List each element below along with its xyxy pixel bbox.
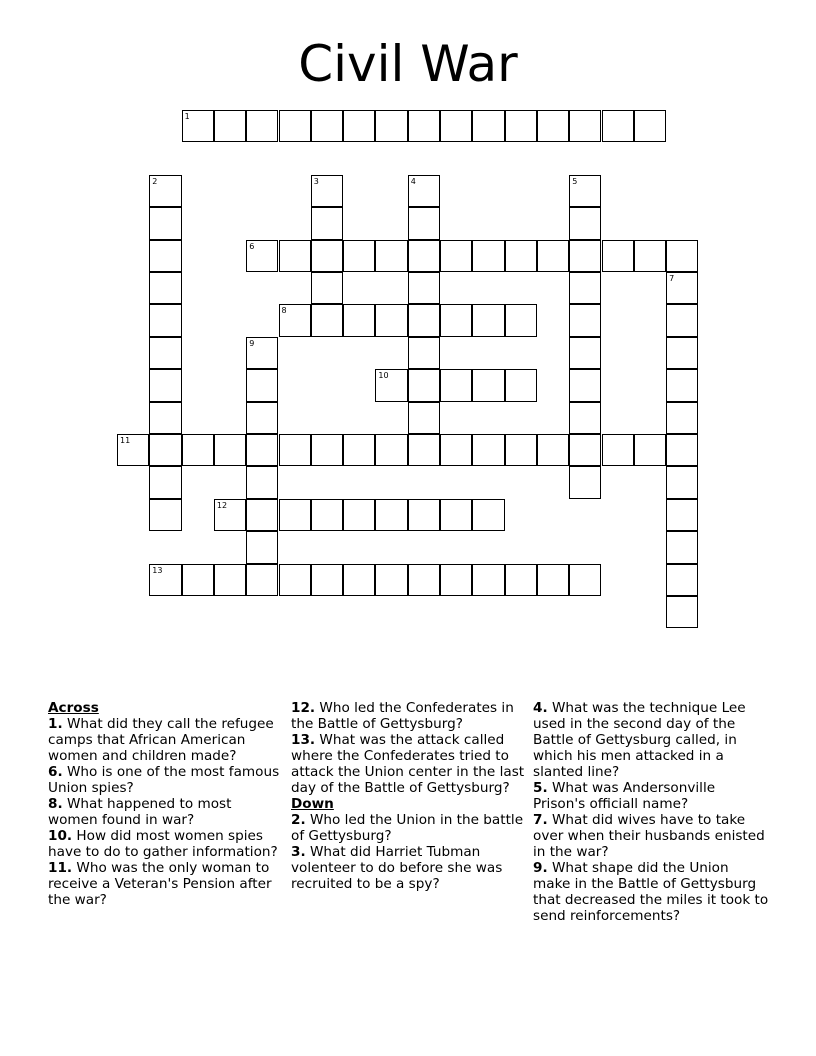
grid-cell[interactable]	[602, 110, 634, 142]
cell-number: 1	[184, 112, 190, 121]
grid-cell[interactable]	[246, 466, 278, 498]
grid-cell[interactable]	[537, 110, 569, 142]
grid-cell[interactable]	[569, 564, 601, 596]
grid-cell[interactable]	[472, 564, 504, 596]
grid-cell[interactable]	[343, 564, 375, 596]
grid-cell[interactable]	[311, 434, 343, 466]
grid-cell[interactable]	[182, 110, 214, 142]
grid-cell[interactable]	[311, 207, 343, 239]
grid-cell[interactable]	[440, 304, 472, 336]
grid-cell[interactable]	[246, 531, 278, 563]
cell-number: 4	[410, 176, 416, 186]
grid-cell[interactable]	[408, 402, 440, 434]
clue-across-10: 10. How did most women spies have to do to gather information?	[48, 828, 278, 860]
grid-cell[interactable]	[246, 402, 278, 434]
grid-cell[interactable]	[569, 466, 601, 498]
grid-cell[interactable]	[214, 564, 246, 596]
grid-cell[interactable]	[440, 564, 472, 596]
clue-across-8: 8. What happened to most women found in war?	[48, 796, 232, 828]
clue-across-1: 1. What did they call the refugee camps that African American women and children made?	[48, 716, 274, 764]
grid-cell[interactable]	[505, 369, 537, 401]
grid-cell[interactable]	[569, 369, 601, 401]
clue-across-12: 12. Who led the Confederates in the Battle of Gettysburg?	[291, 700, 514, 732]
grid-cell[interactable]	[311, 304, 343, 336]
grid-cell[interactable]	[214, 110, 246, 142]
clue-down-3: 3. What did Harriet Tubman volenteer to do before she was recruited to be a spy?	[291, 844, 503, 892]
grid-cell[interactable]	[149, 499, 181, 531]
grid-cell[interactable]	[343, 304, 375, 336]
grid-cell[interactable]	[602, 434, 634, 466]
clue-down-9: 9. What shape did the Union make in the Battle of Gettysburg that decreased the miles it took to send reinforcements?	[533, 860, 769, 924]
grid-cell[interactable]	[375, 564, 407, 596]
grid-cell[interactable]	[666, 531, 698, 563]
cell-number: 7	[669, 274, 675, 283]
grid-cell[interactable]	[408, 564, 440, 596]
grid-cell[interactable]	[472, 499, 504, 531]
grid-cell[interactable]	[440, 434, 472, 466]
cell-number: 10	[378, 371, 389, 381]
grid-cell[interactable]	[149, 337, 181, 369]
clue-column-1	[48, 700, 284, 908]
grid-cell[interactable]	[149, 402, 181, 434]
grid-cell[interactable]	[472, 304, 504, 336]
down-heading: Down	[291, 796, 334, 812]
grid-cell[interactable]	[634, 110, 666, 142]
grid-cell[interactable]	[214, 499, 246, 531]
grid-cell[interactable]	[666, 596, 698, 628]
grid-cell[interactable]	[569, 304, 601, 336]
grid-cell[interactable]	[246, 337, 278, 369]
grid-cell[interactable]	[149, 434, 181, 466]
grid-cell[interactable]	[182, 564, 214, 596]
grid-cell[interactable]	[569, 402, 601, 434]
grid-cell[interactable]	[343, 499, 375, 531]
grid-cell[interactable]	[375, 304, 407, 336]
grid-cell[interactable]	[569, 175, 601, 207]
grid-cell[interactable]	[634, 434, 666, 466]
grid-cell[interactable]	[408, 207, 440, 239]
cell-number: 5	[572, 176, 578, 186]
clue-column-3	[533, 700, 769, 924]
grid-cell[interactable]	[343, 434, 375, 466]
grid-cell[interactable]	[505, 564, 537, 596]
grid-cell[interactable]	[279, 304, 311, 336]
clue-across-13: 13. What was the attack called where the Confederates tried to attack the Union center in the last day of the Battle of Gettysburg?	[291, 732, 525, 796]
grid-cell[interactable]	[505, 110, 537, 142]
grid-cell[interactable]	[666, 564, 698, 596]
grid-cell[interactable]	[408, 434, 440, 466]
grid-cell[interactable]	[182, 434, 214, 466]
grid-cell[interactable]	[569, 272, 601, 304]
grid-cell[interactable]	[246, 564, 278, 596]
grid-cell[interactable]	[666, 272, 698, 304]
grid-cell[interactable]	[440, 369, 472, 401]
grid-cell[interactable]	[472, 110, 504, 142]
grid-cell[interactable]	[569, 337, 601, 369]
grid-cell[interactable]	[375, 240, 407, 272]
grid-cell[interactable]	[408, 499, 440, 531]
grid-cell[interactable]	[375, 369, 407, 401]
grid-cell[interactable]	[149, 207, 181, 239]
grid-cell[interactable]	[408, 272, 440, 304]
clue-down-5: 5. What was Andersonville Prison's officiall name?	[533, 780, 716, 812]
grid-cell[interactable]	[537, 564, 569, 596]
grid-cell[interactable]	[602, 240, 634, 272]
cell-number: 3	[313, 176, 319, 186]
grid-cell[interactable]	[375, 110, 407, 142]
grid-cell[interactable]	[569, 434, 601, 466]
clue-column-2	[291, 700, 527, 892]
grid-cell[interactable]	[311, 564, 343, 596]
clue-down-7: 7. What did wives have to take over when their husbands enisted in the war?	[533, 812, 765, 860]
grid-cell[interactable]	[117, 434, 149, 466]
cell-number: 6	[249, 241, 255, 251]
grid-cell[interactable]	[246, 240, 278, 272]
grid-cell[interactable]	[149, 304, 181, 336]
grid-cell[interactable]	[569, 240, 601, 272]
grid-cell[interactable]	[569, 110, 601, 142]
grid-cell[interactable]	[149, 369, 181, 401]
grid-cell[interactable]	[246, 110, 278, 142]
grid-cell[interactable]	[279, 499, 311, 531]
cell-number: 9	[249, 338, 255, 348]
grid-cell[interactable]	[311, 240, 343, 272]
grid-cell[interactable]	[537, 434, 569, 466]
grid-cell[interactable]	[279, 434, 311, 466]
grid-cell[interactable]	[311, 499, 343, 531]
grid-cell[interactable]	[505, 434, 537, 466]
grid-cell[interactable]	[279, 240, 311, 272]
grid-cell[interactable]	[279, 110, 311, 142]
grid-cell[interactable]	[343, 110, 375, 142]
grid-cell[interactable]	[408, 337, 440, 369]
grid-cell[interactable]	[408, 369, 440, 401]
grid-cell[interactable]	[505, 304, 537, 336]
grid-cell[interactable]	[666, 240, 698, 272]
page-title: Civil War	[298, 35, 518, 93]
grid-cell[interactable]	[246, 434, 278, 466]
cell-number: 8	[281, 306, 287, 316]
grid-cell[interactable]	[505, 240, 537, 272]
clue-across-6: 6. Who is one of the most famous Union spies?	[48, 764, 280, 796]
grid-cell[interactable]	[311, 175, 343, 207]
grid-cell[interactable]	[537, 240, 569, 272]
grid-cell[interactable]	[311, 272, 343, 304]
grid-cell[interactable]	[408, 240, 440, 272]
grid-cell[interactable]	[472, 434, 504, 466]
grid-cell[interactable]	[214, 434, 246, 466]
clue-across-11: 11. Who was the only woman to receive a Veteran's Pension after the war?	[48, 860, 272, 908]
grid-cell[interactable]	[440, 499, 472, 531]
grid-cell[interactable]	[440, 110, 472, 142]
grid-cell[interactable]	[472, 369, 504, 401]
clue-down-4: 4. What was the technique Lee used in the second day of the Battle of Gettysburg called, in which his men attacked in a slanted line?	[533, 700, 746, 780]
across-heading: Across	[48, 700, 99, 716]
grid-cell[interactable]	[408, 304, 440, 336]
grid-cell[interactable]	[375, 434, 407, 466]
grid-cell[interactable]	[666, 402, 698, 434]
grid-cell[interactable]	[408, 175, 440, 207]
grid-cell[interactable]	[440, 240, 472, 272]
cell-number: 12	[216, 500, 228, 510]
grid-cell[interactable]	[149, 240, 181, 272]
grid-cell[interactable]	[666, 499, 698, 531]
clue-down-2: 2. Who led the Union in the battle of Gettysburg?	[291, 812, 524, 844]
cell-number: 2	[152, 176, 158, 186]
grid-cell[interactable]	[666, 369, 698, 401]
grid-cell[interactable]	[472, 240, 504, 272]
grid-cell[interactable]	[149, 272, 181, 304]
grid-cell[interactable]	[634, 240, 666, 272]
grid-cell[interactable]	[666, 337, 698, 369]
grid-cell[interactable]	[279, 564, 311, 596]
grid-cell[interactable]	[666, 434, 698, 466]
grid-cell[interactable]	[246, 499, 278, 531]
cell-number: 13	[152, 565, 163, 575]
grid-cell[interactable]	[149, 564, 181, 596]
grid-cell[interactable]	[408, 110, 440, 142]
grid-cell[interactable]	[149, 175, 181, 207]
grid-cell[interactable]	[149, 466, 181, 498]
grid-cell[interactable]	[311, 110, 343, 142]
grid-cell[interactable]	[666, 466, 698, 498]
grid-cell[interactable]	[246, 369, 278, 401]
grid-cell[interactable]	[569, 207, 601, 239]
grid-cell[interactable]	[666, 304, 698, 336]
cell-number: 11	[120, 436, 131, 445]
grid-cell[interactable]	[375, 499, 407, 531]
grid-cell[interactable]	[343, 240, 375, 272]
